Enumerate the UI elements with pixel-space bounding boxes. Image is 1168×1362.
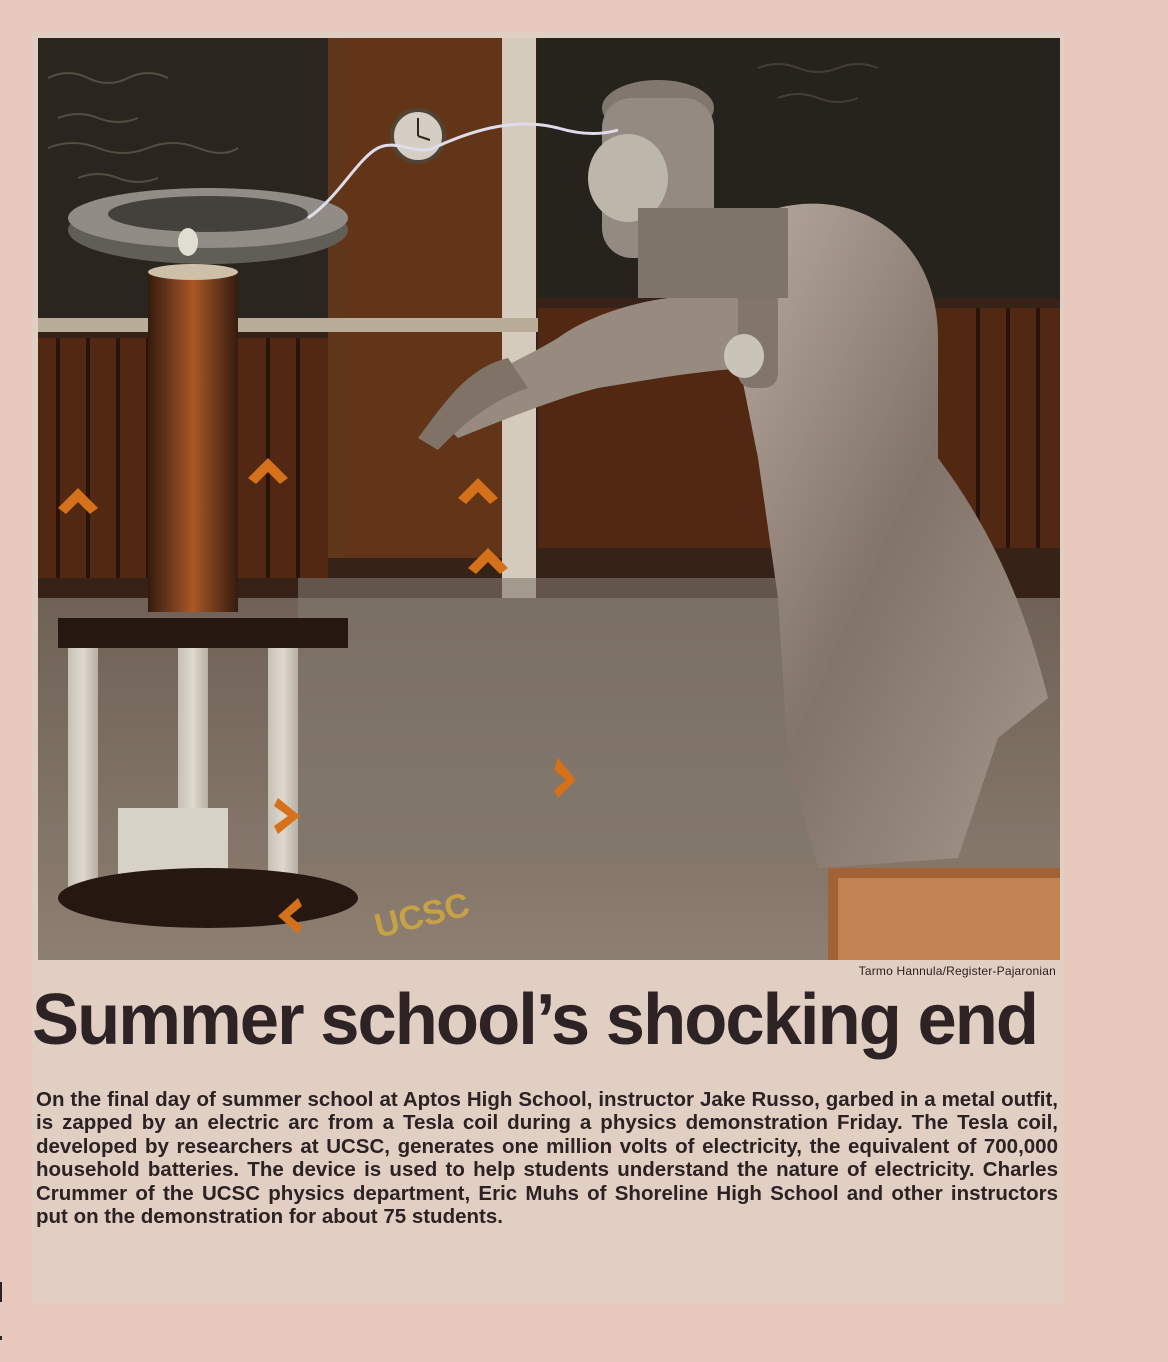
photo-caption: On the final day of summer school at Aptos High School, instructor Jake Russo, garbed in a metal outfit, is zapped by an electric arc from a Tesla coil during a physics demonstration Friday. The Tesla coil, developed by researchers at UCSC, generates one million volts of electricity, the equivalent of 700,000 household batteries. The device is used to help students understand the nature of electricity. Charles Crummer of the UCSC physics department, Eric Muhs of Shoreline High School and other instructors put on the demonstration for about 75 students. xyxy=(36,1088,1058,1229)
svg-text:UCSC: UCSC xyxy=(370,885,474,946)
margin-mark xyxy=(0,1282,2,1302)
tesla-coil-photo-illustration xyxy=(38,38,1060,960)
margin-mark xyxy=(0,1336,2,1340)
newspaper-clipping xyxy=(32,32,1064,1304)
photo-credit: Tarmo Hannula/Register-Pajaronian xyxy=(858,964,1056,978)
headline: Summer school’s shocking end xyxy=(32,980,1038,1060)
news-photo xyxy=(38,38,1060,960)
